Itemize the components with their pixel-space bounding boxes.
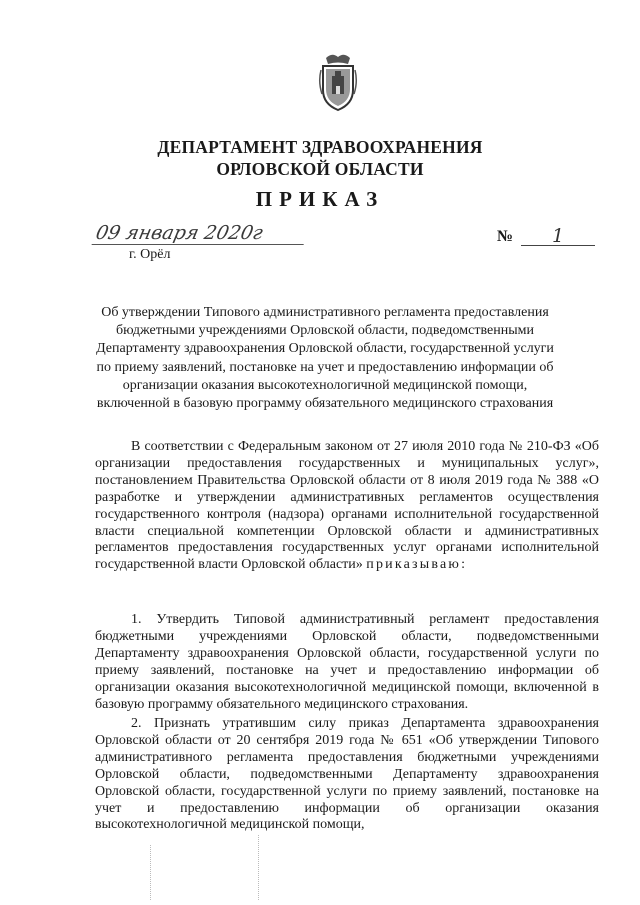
- order-item-2: 2. Признать утратившим силу приказ Департамента здравоохранения Орловской области от 20 сентября 2019 года № 651 «Об утверждении Типового административного регламента предоставления бюджетными учреждениями Орловской области, подведомственными Департаменту здравоохранения Орловской области, государственной услуги по приему заявлений, постановке на учет и предоставлению информации об организации оказания высокотехнологичной медицинской помощи,: [95, 716, 599, 833]
- order-subject: Об утверждении Типового административного регламента предоставления бюджетными учреждениями Орловской области, подведомственными Департаменту здравоохранения Орловской области, государственной услуги по приему заявлений, постановке на учет и предоставлению информации об организации оказания высокотехнологичной медицинской помощи, включенной в базовую программу обязательного медицинского страхования: [96, 305, 554, 412]
- department-name-line1: ДЕПАРТАМЕНТ ЗДРАВООХРАНЕНИЯ: [157, 137, 483, 157]
- department-name-line2: ОРЛОВСКОЙ ОБЛАСТИ: [216, 159, 424, 179]
- preamble-text: В соответствии с Федеральным законом от 27 июля 2010 года № 210-ФЗ «Об организации предоставления государственных и муниципальных услуг», постановлением Правительства Орловской области от 8 июля 2019 года № 388 «О разработке и утверждении административных регламентов осуществления государственного контроля (надзора) органами исполнительной государственной власти специальной компетенции Орловской области и административных регламентов предоставления государственных услуг органами исполнительной государственной власти Орловской области»: [95, 439, 599, 573]
- order-word: приказываю:: [366, 557, 468, 573]
- number-label: №: [497, 228, 514, 245]
- preamble-paragraph: [95, 439, 599, 574]
- city-name: г. Орёл: [129, 247, 171, 262]
- handwritten-date: 09 января 2020г: [92, 222, 309, 245]
- orel-coat-of-arms-icon: [318, 52, 358, 112]
- scan-artifact-line: [150, 845, 151, 900]
- handwritten-number: 1: [521, 225, 595, 246]
- document-type-title: ПРИКАЗ: [255, 187, 385, 211]
- scan-artifact-line: [258, 835, 259, 900]
- order-item-1: 1. Утвердить Типовой административный регламент предоставления бюджетными учреждениями Орловской области, подведомственными Департаменту здравоохранения Орловской области, государственной услуги по приему заявлений, постановке на учет и предоставлению информации об организации оказания высокотехнологичной медицинской помощи, включенной в базовую программу обязательного медицинского страхования.: [95, 612, 599, 712]
